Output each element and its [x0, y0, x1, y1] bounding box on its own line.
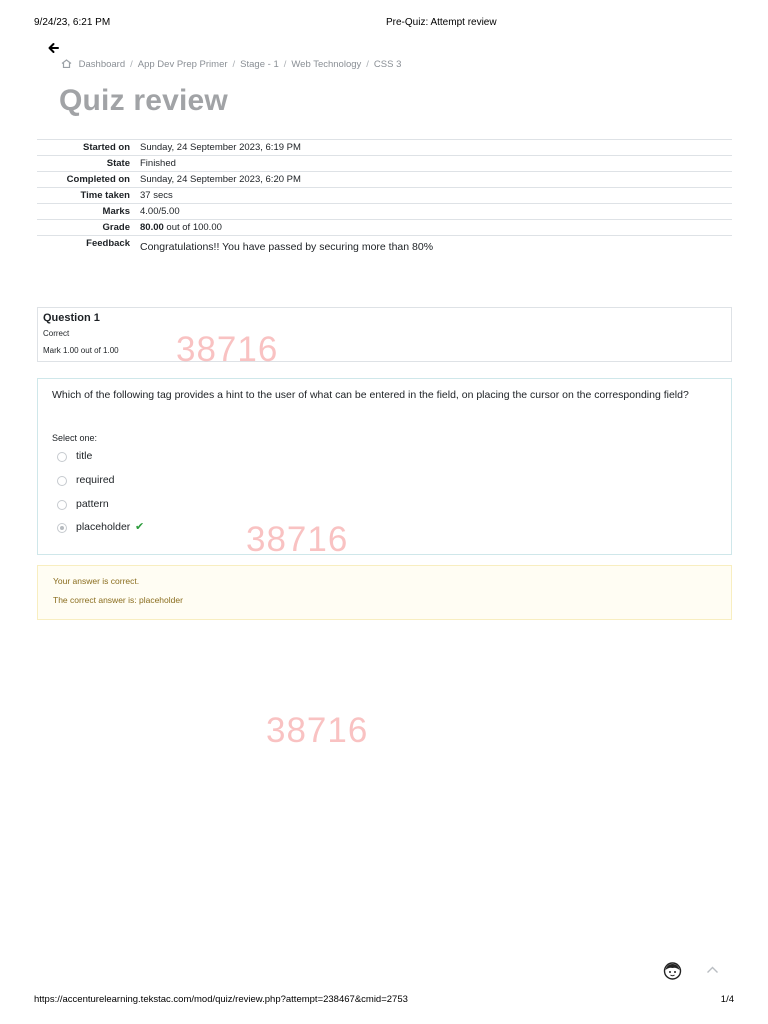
home-icon[interactable]: [61, 59, 72, 68]
option-label: title: [76, 450, 93, 462]
question-number: Question 1: [43, 312, 100, 324]
page-title: Quiz review: [59, 84, 228, 117]
option-label: placeholder: [76, 521, 131, 533]
grade-out-of: out of 100.00: [163, 222, 222, 233]
check-icon: ✔: [135, 521, 145, 533]
summary-row-state: [37, 156, 732, 172]
summary-label: Grade: [102, 222, 130, 233]
breadcrumb-separator: /: [283, 59, 287, 70]
question-mark: Mark 1.00 out of 1.00: [43, 346, 119, 355]
watermark: 38716: [176, 330, 279, 369]
summary-value: Sunday, 24 September 2023, 6:20 PM: [140, 174, 301, 185]
summary-row-completed-on: [37, 172, 732, 188]
breadcrumb-css-3[interactable]: CSS 3: [373, 59, 402, 70]
radio-button[interactable]: [57, 500, 67, 510]
summary-label: Marks: [102, 206, 130, 217]
print-doc-title: Pre-Quiz: Attempt review: [386, 17, 497, 28]
radio-button[interactable]: [57, 452, 67, 462]
print-header: [34, 17, 734, 31]
summary-row-started-on: [37, 140, 732, 156]
breadcrumb-web-technology[interactable]: Web Technology: [291, 59, 362, 70]
select-one-prompt: Select one:: [52, 433, 98, 443]
print-datetime: 9/24/23, 6:21 PM: [34, 17, 111, 28]
user-avatar-icon[interactable]: [663, 962, 682, 980]
summary-row-marks: [37, 204, 732, 220]
option-label: pattern: [76, 498, 109, 510]
summary-value: 4.00/5.00: [140, 206, 180, 217]
breadcrumb-dashboard[interactable]: Dashboard: [78, 59, 126, 70]
overall-feedback: Congratulations!! You have passed by securing more than 80%: [140, 241, 434, 253]
summary-value: Finished: [140, 158, 176, 169]
breadcrumb-separator: /: [366, 59, 369, 70]
question-content: [37, 378, 732, 555]
summary-value: [139, 236, 732, 264]
breadcrumb: [61, 59, 401, 70]
grade-score: 80.00: [140, 222, 164, 233]
print-url: https://accenturelearning.tekstac.com/mod/quiz/review.php?attempt=238467&cmid=2753: [34, 994, 408, 1005]
summary-label: State: [106, 158, 130, 169]
breadcrumb-separator: /: [232, 59, 236, 70]
option-label: required: [76, 474, 115, 486]
summary-value: [139, 220, 732, 236]
breadcrumb-app-dev-prep-primer[interactable]: App Dev Prep Primer: [137, 59, 228, 70]
breadcrumb-stage-1[interactable]: Stage - 1: [240, 59, 279, 70]
print-page-number: 1/4: [720, 994, 734, 1005]
breadcrumb-separator: /: [130, 59, 133, 70]
radio-button-selected[interactable]: [57, 523, 67, 533]
summary-row-time-taken: [37, 188, 732, 204]
summary-value: 37 secs: [140, 190, 173, 201]
question-state: Correct: [43, 329, 70, 338]
summary-label: Started on: [83, 142, 130, 153]
print-footer: [34, 994, 734, 1008]
summary-label: Time taken: [80, 190, 130, 201]
question-text: Which of the following tag provides a hint to the user of what can be entered in the field, on placing the cursor on the corresponding field?: [52, 389, 689, 401]
chevron-up-icon[interactable]: [705, 963, 720, 977]
radio-button[interactable]: [57, 476, 67, 486]
watermark: 38716: [246, 520, 349, 559]
summary-label: Feedback: [86, 238, 130, 249]
summary-row-grade: [37, 220, 732, 236]
summary-value: Sunday, 24 September 2023, 6:19 PM: [140, 142, 301, 153]
question-info: [37, 307, 732, 362]
question-outcome: [37, 565, 732, 620]
watermark: 38716: [266, 711, 369, 750]
attempt-summary-table: [37, 139, 732, 263]
answer-feedback: Your answer is correct.: [53, 576, 140, 586]
right-answer: The correct answer is: placeholder: [53, 595, 183, 605]
arrow-left-icon[interactable]: [47, 40, 61, 56]
summary-label: Completed on: [66, 174, 130, 185]
summary-row-feedback: [37, 236, 732, 264]
